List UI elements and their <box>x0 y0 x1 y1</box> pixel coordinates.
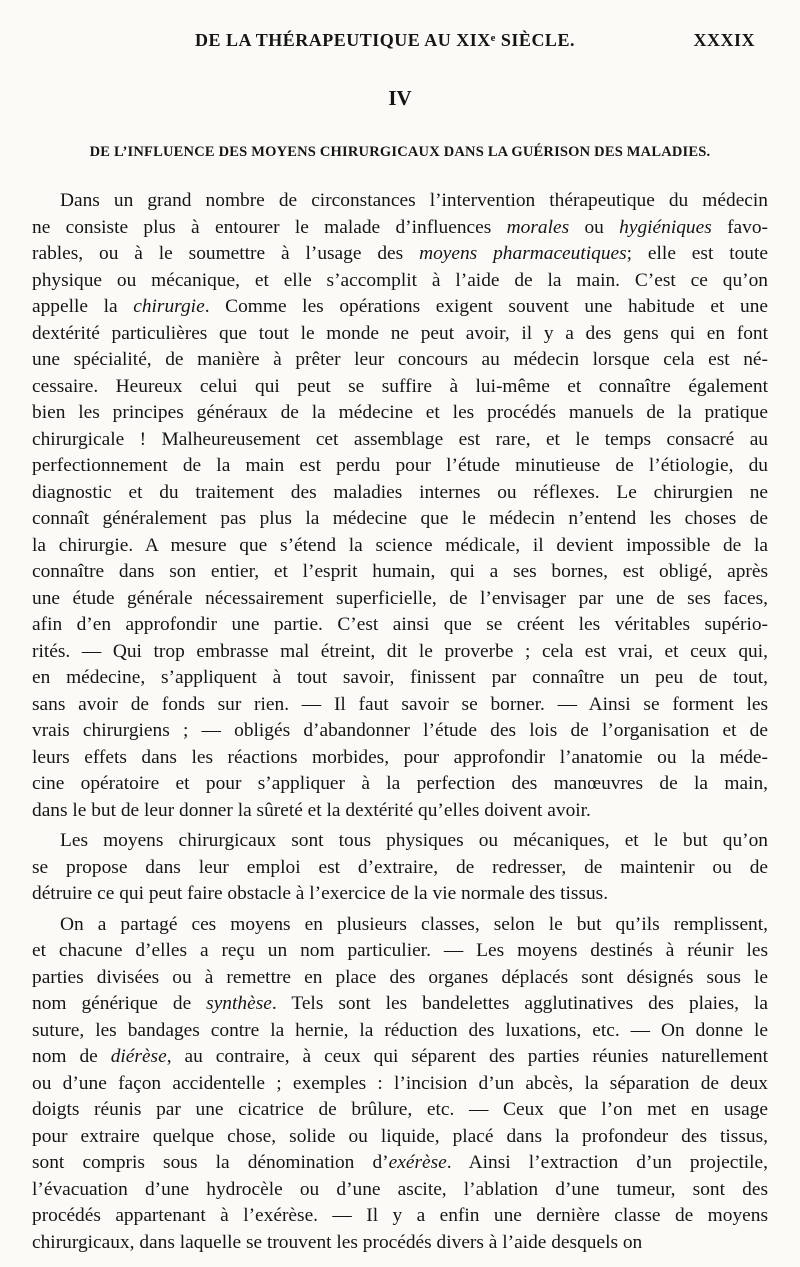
text-line <box>32 453 768 480</box>
italic-term: exérèse <box>388 1152 447 1173</box>
text-run: Dans un grand nombre de circonstances l’intervention thérapeutique du médecin <box>60 190 768 211</box>
text-run: rables, ou à le soumettre à l’usage des <box>32 243 420 264</box>
text-run: chirurgicaux, dans laquelle se trouvent les procédés divers à l’aide desquels on <box>32 1231 643 1253</box>
text-run: rités. — Qui trop embrasse mal étreint, dit le proverbe ; cela est vrai, et ceux qui, <box>32 640 768 662</box>
italic-term: hygiéniques <box>619 216 712 238</box>
text-run: chirurgicale ! Malheureusement cet assemblage est rare, et le temps consacré au <box>32 428 768 450</box>
text-line <box>32 965 768 992</box>
text-line <box>32 771 768 798</box>
text-line <box>32 798 768 825</box>
text-run: ne consiste plus à entourer le malade d’influences <box>32 216 507 238</box>
text-run: et chacune d’elles a reçu un nom particulier. — Les moyens destinés à réunir les <box>32 940 768 961</box>
text-run: , au contraire, à ceux qui séparent des parties réunies naturellement <box>166 1046 768 1067</box>
text-run: cessaire. Heureux celui qui peut se suffire à lui-même et connaître également <box>32 375 768 397</box>
text-run: vrais chirurgiens ; — obligés d’abandonner l’étude des lois de l’organisation et de <box>32 720 768 741</box>
text-run: dextérité particulières que tout le monde ne peut avoir, il y a des gens qui en font <box>32 322 768 344</box>
italic-term: moyens pharmaceutiques <box>419 243 627 264</box>
text-run: une spécialité, de manière à prêter leur concours au médecin lorsque cela est né- <box>32 349 768 370</box>
text-line <box>32 1018 768 1045</box>
text-line <box>32 991 768 1018</box>
running-title: DE LA THÉRAPEUTIQUE AU XIXᵉ SIÈCLE. <box>195 30 575 50</box>
text-line <box>32 188 768 215</box>
body-text <box>32 188 768 1260</box>
italic-term: diérèse <box>110 1046 167 1067</box>
paragraph <box>32 912 768 1257</box>
text-line <box>32 427 768 454</box>
text-run: perfectionnement de la main est perdu pour l’étude minutieuse de l’étiologie, du <box>32 455 768 476</box>
text-run: physique ou mécanique, et elle s’accomplit à l’aide de la main. C’est ce qu’on <box>32 269 768 291</box>
text-line <box>32 1230 768 1257</box>
text-line <box>32 241 768 268</box>
text-line <box>32 692 768 719</box>
text-run: la chirurgie. A mesure que s’étend la science médicale, il devient impossible de la <box>32 534 768 556</box>
text-run: On a partagé ces moyens en plusieurs classes, selon le but qu’ils remplissent, <box>60 913 768 935</box>
text-run: ; elle est toute <box>626 243 768 264</box>
italic-term: chirurgie <box>133 296 205 317</box>
text-line <box>32 268 768 295</box>
text-run: se propose dans leur emploi est d’extraire, de redresser, de maintenir ou de <box>32 856 768 878</box>
text-line <box>32 1177 768 1204</box>
text-line <box>32 665 768 692</box>
text-line <box>32 855 768 882</box>
text-run: appelle la <box>32 296 134 317</box>
text-run: diagnostic et du traitement des maladies internes ou réflexes. Le chirurgien ne <box>32 481 768 503</box>
italic-term: synthèse <box>206 993 272 1014</box>
text-run: en médecine, s’appliquent à tout savoir, finissent par connaître un peu de tout, <box>32 667 768 688</box>
text-run: Les moyens chirurgicaux sont tous physiques ou mécaniques, et le but qu’on <box>60 830 768 851</box>
text-run: bien les principes généraux de la médecine et les procédés manuels de la pratique <box>32 402 768 423</box>
text-line <box>32 559 768 586</box>
text-run: procédés appartenant à l’exérèse. — Il y a enfin une dernière classe de moyens <box>32 1205 768 1226</box>
text-line <box>32 533 768 560</box>
text-line <box>32 294 768 321</box>
text-run: connaître dans son entier, et l’esprit humain, qui a ses bornes, est obligé, après <box>32 561 768 582</box>
text-run: cine opératoire et pour s’appliquer à la perfection des manœuvres de la main, <box>32 773 768 794</box>
text-line <box>32 586 768 613</box>
section-number: IV <box>388 86 412 110</box>
running-head <box>0 30 800 54</box>
text-run: favo- <box>711 216 768 238</box>
text-run: . Comme les opérations exigent souvent une habitude et une <box>204 296 768 317</box>
text-line <box>32 506 768 533</box>
text-run: ou <box>569 216 620 238</box>
text-line <box>32 1097 768 1124</box>
text-run: ou d’une façon accidentelle ; exemples : l’incision d’un abcès, la séparation de deux <box>32 1072 768 1094</box>
paragraph <box>32 188 768 824</box>
text-run: dans le but de leur donner la sûreté et la dextérité qu’elles doivent avoir. <box>32 799 591 821</box>
text-run: afin d’en approfondir une partie. C’est ainsi que se créent les véritables supério- <box>32 614 768 635</box>
text-line <box>32 1124 768 1151</box>
paragraph <box>32 828 768 908</box>
text-run: . Tels sont les bandelettes agglutinatives des plaies, la <box>271 993 768 1014</box>
text-line <box>32 1203 768 1230</box>
text-line <box>32 938 768 965</box>
text-line <box>32 480 768 507</box>
text-line <box>32 400 768 427</box>
text-line <box>32 1071 768 1098</box>
text-run: doigts réunis par une cicatrice de brûlure, etc. — Ceux que l’on met en usage <box>32 1099 768 1120</box>
text-run: leurs effets dans les réactions morbides, pour approfondir l’anatomie ou la méde- <box>32 746 768 768</box>
text-run: suture, les bandages contre la hernie, la réduction des luxations, etc. — On donne le <box>32 1019 768 1041</box>
text-line <box>32 1150 768 1177</box>
text-line <box>32 612 768 639</box>
text-run: nom de <box>32 1046 111 1067</box>
text-run: . Ainsi l’extraction d’un projectile, <box>446 1152 768 1173</box>
section-title: DE L’INFLUENCE DES MOYENS CHIRURGICAUX DANS LA GUÉRISON DES MALADIES. <box>89 144 711 160</box>
text-line <box>32 639 768 666</box>
text-run: pour extraire quelque chose, solide ou liquide, placé dans la profondeur des tissus, <box>32 1125 768 1147</box>
text-run: sans avoir de fonds sur rien. — Il faut savoir se borner. — Ainsi se forment les <box>32 693 768 715</box>
text-line <box>32 881 768 908</box>
text-line <box>32 745 768 772</box>
text-run: l’évacuation d’une hydrocèle ou d’une ascite, l’ablation d’une tumeur, sont des <box>32 1178 768 1200</box>
text-run: nom générique de <box>32 993 207 1014</box>
text-line <box>32 1044 768 1071</box>
text-run: une étude générale nécessairement superficielle, de l’envisager par une de ses faces, <box>32 587 768 609</box>
text-line <box>32 215 768 242</box>
text-line <box>32 321 768 348</box>
page-folio: XXXIX <box>693 30 755 50</box>
text-run: détruire ce qui peut faire obstacle à l’exercice de la vie normale des tissus. <box>32 883 609 904</box>
text-line <box>32 828 768 855</box>
text-line <box>32 912 768 939</box>
text-run: connaît généralement pas plus la médecine que le médecin n’entend les choses de <box>32 508 768 529</box>
text-line <box>32 374 768 401</box>
text-run: sont compris sous la dénomination d’ <box>32 1152 389 1173</box>
text-line <box>32 347 768 374</box>
text-line <box>32 718 768 745</box>
italic-term: morales <box>506 216 570 238</box>
text-run: parties divisées ou à remettre en place des organes déplacés sont désignés sous le <box>32 966 768 988</box>
